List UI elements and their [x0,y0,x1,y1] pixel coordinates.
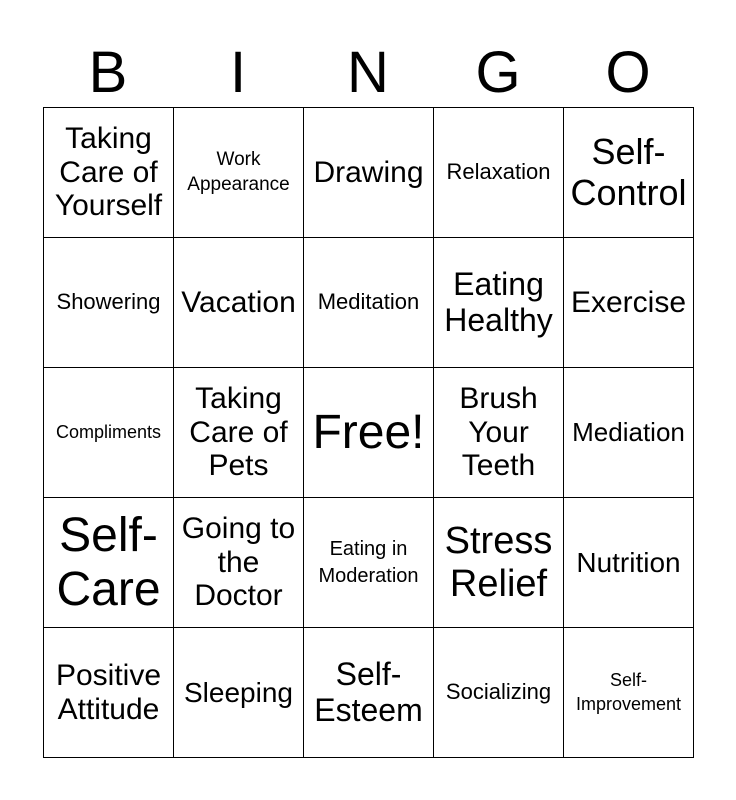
cell-label: Taking Care of Pets [189,382,288,483]
bingo-cell[interactable] [564,108,694,238]
bingo-cell[interactable] [304,628,434,758]
bingo-cell[interactable] [564,368,694,498]
bingo-cell[interactable] [174,238,304,368]
bingo-cell[interactable] [44,108,174,238]
cell-label: Self-Care [56,508,161,616]
cell-label: Sleeping [184,676,293,708]
bingo-cell[interactable] [304,238,434,368]
free-space-cell[interactable] [304,368,434,498]
bingo-cell[interactable] [434,238,564,368]
bingo-cell[interactable] [44,498,174,628]
cell-label: Eating in Moderation [318,537,419,587]
bingo-cell[interactable] [44,628,174,758]
cell-label: Vacation [181,285,296,319]
bingo-cell[interactable] [44,238,174,368]
bingo-cell[interactable] [434,498,564,628]
bingo-header [43,38,693,108]
bingo-cell[interactable] [44,368,174,498]
cell-label: Self-Improvement [575,670,682,714]
bingo-cell[interactable] [434,628,564,758]
bingo-cell[interactable] [434,108,564,238]
cell-label: Going to the Doctor [181,512,296,613]
cell-label: Compliments [55,422,162,443]
cell-label: Socializing [445,679,552,705]
cell-label: Meditation [317,289,420,315]
cell-label: Relaxation [446,159,551,185]
cell-label: Drawing [313,155,424,189]
cell-label: Nutrition [576,546,681,578]
cell-label: Showering [56,289,161,315]
cell-label: Eating Healthy [444,265,553,338]
cell-label: Mediation [572,416,685,447]
bingo-cell[interactable] [174,628,304,758]
header-letter-g: G [475,40,521,105]
bingo-cell[interactable] [174,498,304,628]
bingo-cell[interactable] [174,108,304,238]
header-letter-i: I [229,40,247,105]
bingo-cell[interactable] [304,108,434,238]
bingo-cell[interactable] [174,368,304,498]
cell-label: Self-Esteem [314,655,423,728]
bingo-board [43,107,694,758]
cell-label: Stress Relief [444,519,553,605]
bingo-cell[interactable] [564,498,694,628]
header-letter-b: B [88,40,128,105]
free-space-label: Free! [312,405,425,459]
cell-label: Taking Care of Yourself [54,122,163,223]
header-letter-o: O [605,40,651,105]
header-letter-n: N [347,40,389,105]
cell-label: Positive Attitude [55,658,162,726]
cell-label: Self-Control [570,131,687,213]
bingo-cell[interactable] [304,498,434,628]
bingo-cell[interactable] [434,368,564,498]
bingo-cell[interactable] [564,238,694,368]
cell-label: Brush Your Teeth [459,382,538,483]
bingo-cell[interactable] [564,628,694,758]
cell-label: Exercise [570,285,687,319]
cell-label: Work Appearance [187,148,290,195]
